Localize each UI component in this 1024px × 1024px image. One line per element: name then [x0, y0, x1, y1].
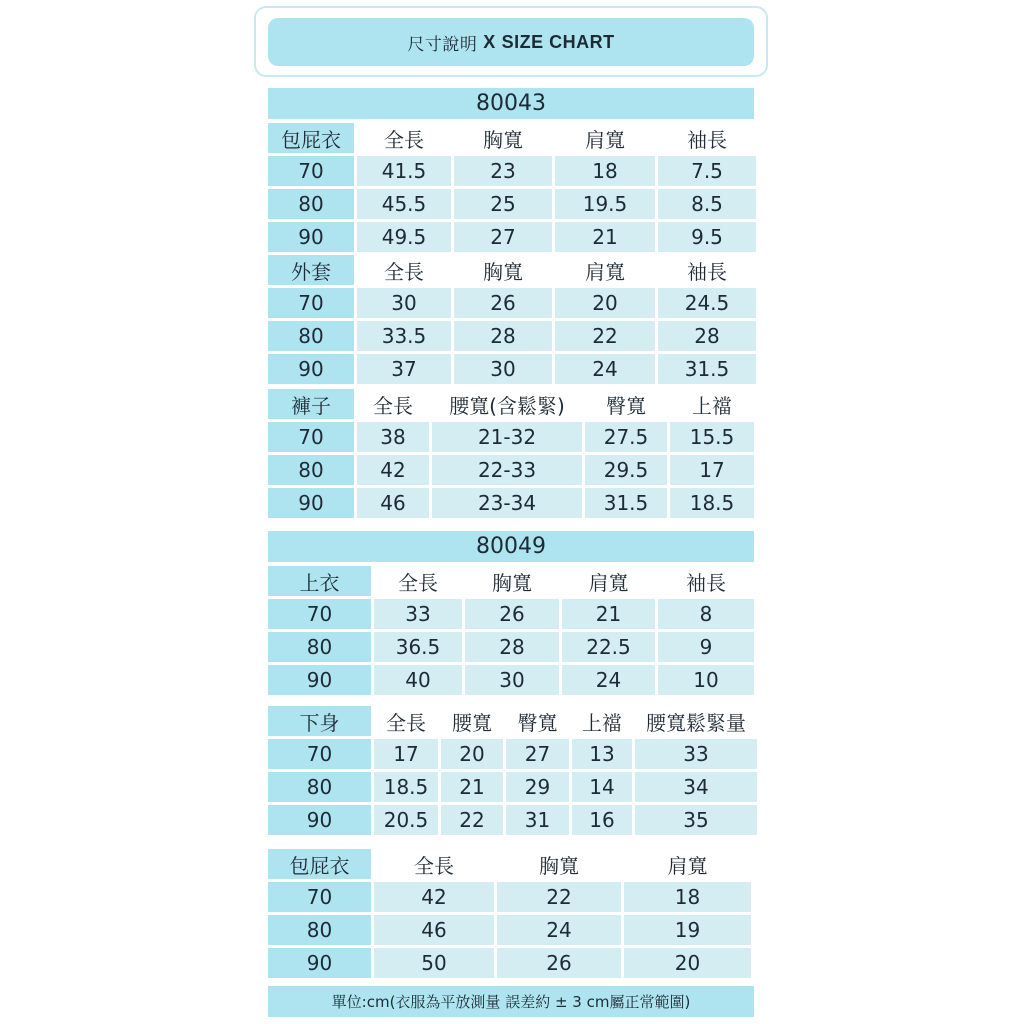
measurement-cell: 21 [441, 772, 503, 802]
measurement-cell: 26 [454, 288, 552, 318]
column-header: 全長 [357, 123, 451, 153]
size-label: 70 [268, 156, 354, 186]
measurement-cell: 36.5 [374, 632, 462, 662]
column-header: 胸寬 [465, 566, 559, 596]
measurement-cell: 33.5 [357, 321, 451, 351]
measurement-cell: 31 [506, 805, 569, 835]
measurement-cell: 24 [497, 915, 621, 945]
column-header: 肩寬 [555, 255, 655, 285]
size-label: 80 [268, 455, 354, 485]
measurement-cell: 46 [374, 915, 494, 945]
measurement-cell: 7.5 [658, 156, 756, 186]
column-header: 肩寬 [555, 123, 655, 153]
measurement-cell: 25 [454, 189, 552, 219]
column-header: 上襠 [572, 706, 632, 736]
measurement-cell: 30 [465, 665, 559, 695]
measurement-cell: 27.5 [585, 422, 667, 452]
size-table-80049-bodysuit [268, 849, 751, 978]
column-header: 袖長 [658, 123, 756, 153]
size-label: 70 [268, 422, 354, 452]
measurement-cell: 29 [506, 772, 569, 802]
measurement-cell: 26 [497, 948, 621, 978]
title-chinese: 尺寸說明 [407, 34, 478, 55]
size-label: 90 [268, 948, 371, 978]
size-label: 70 [268, 288, 354, 318]
measurement-cell: 21 [555, 222, 655, 252]
measurement-cell: 19.5 [555, 189, 655, 219]
size-label: 90 [268, 665, 371, 695]
size-label: 80 [268, 772, 371, 802]
size-table-pants [268, 389, 754, 518]
column-header: 全長 [374, 566, 462, 596]
size-label: 80 [268, 321, 354, 351]
measurement-cell: 24.5 [658, 288, 756, 318]
measurement-cell: 14 [572, 772, 632, 802]
measurement-cell: 17 [670, 455, 754, 485]
column-header: 臀寬 [506, 706, 569, 736]
measurement-cell: 18.5 [670, 488, 754, 518]
measurement-cell: 50 [374, 948, 494, 978]
column-header: 袖長 [658, 255, 756, 285]
size-table-80043 [268, 123, 756, 384]
measurement-cell: 24 [555, 354, 655, 384]
column-header: 全長 [357, 389, 429, 419]
measurement-cell: 17 [374, 739, 438, 769]
measurement-cell: 29.5 [585, 455, 667, 485]
measurement-cell: 37 [357, 354, 451, 384]
measurement-cell: 40 [374, 665, 462, 695]
measurement-cell: 31.5 [585, 488, 667, 518]
measurement-cell: 21-32 [432, 422, 582, 452]
measurement-cell: 8.5 [658, 189, 756, 219]
measurement-cell: 26 [465, 599, 559, 629]
measurement-cell: 49.5 [357, 222, 451, 252]
measurement-cell: 20 [555, 288, 655, 318]
column-header: 胸寬 [497, 849, 621, 879]
size-label: 70 [268, 599, 371, 629]
column-header: 袖長 [658, 566, 754, 596]
column-header: 肩寬 [624, 849, 751, 879]
size-label: 80 [268, 915, 371, 945]
measurement-cell: 22.5 [562, 632, 655, 662]
measurement-cell: 9.5 [658, 222, 756, 252]
product-code-80043: 80043 [268, 88, 754, 119]
measurement-cell: 13 [572, 739, 632, 769]
measurement-note: 單位:cm(衣服為平放測量 誤差約 ± 3 cm屬正常範圍) [268, 986, 754, 1017]
measurement-cell: 22-33 [432, 455, 582, 485]
measurement-cell: 30 [454, 354, 552, 384]
garment-type-label: 包屁衣 [268, 123, 354, 153]
measurement-cell: 27 [454, 222, 552, 252]
measurement-cell: 34 [635, 772, 757, 802]
measurement-cell: 23-34 [432, 488, 582, 518]
size-label: 80 [268, 632, 371, 662]
column-header: 胸寬 [454, 255, 552, 285]
product-code-80049: 80049 [268, 531, 754, 562]
column-header: 腰寬 [441, 706, 503, 736]
measurement-cell: 28 [658, 321, 756, 351]
measurement-cell: 30 [357, 288, 451, 318]
measurement-cell: 18.5 [374, 772, 438, 802]
title-english: SIZE CHART [501, 31, 615, 52]
size-table-80049-top [268, 566, 754, 695]
size-label: 70 [268, 882, 371, 912]
column-header: 胸寬 [454, 123, 552, 153]
size-label: 70 [268, 739, 371, 769]
measurement-cell: 41.5 [357, 156, 451, 186]
measurement-cell: 15.5 [670, 422, 754, 452]
measurement-cell: 20.5 [374, 805, 438, 835]
measurement-cell: 16 [572, 805, 632, 835]
measurement-cell: 23 [454, 156, 552, 186]
garment-type-label: 下身 [268, 706, 371, 736]
size-label: 80 [268, 189, 354, 219]
column-header: 全長 [374, 706, 438, 736]
column-header: 肩寬 [562, 566, 655, 596]
measurement-cell: 42 [357, 455, 429, 485]
measurement-cell: 42 [374, 882, 494, 912]
measurement-cell: 24 [562, 665, 655, 695]
garment-type-label: 上衣 [268, 566, 371, 596]
measurement-cell: 31.5 [658, 354, 756, 384]
measurement-cell: 20 [624, 948, 751, 978]
measurement-cell: 9 [658, 632, 754, 662]
measurement-cell: 22 [555, 321, 655, 351]
column-header: 全長 [357, 255, 451, 285]
measurement-cell: 46 [357, 488, 429, 518]
measurement-cell: 10 [658, 665, 754, 695]
measurement-cell: 22 [497, 882, 621, 912]
size-label: 90 [268, 488, 354, 518]
column-header: 腰寬(含鬆緊) [432, 389, 582, 419]
column-header: 臀寬 [585, 389, 667, 419]
measurement-cell: 8 [658, 599, 754, 629]
measurement-cell: 28 [465, 632, 559, 662]
size-label: 90 [268, 354, 354, 384]
column-header: 上襠 [670, 389, 754, 419]
title-x-mark: X [483, 31, 496, 52]
column-header: 全長 [374, 849, 494, 879]
measurement-cell: 45.5 [357, 189, 451, 219]
measurement-cell: 21 [562, 599, 655, 629]
measurement-cell: 38 [357, 422, 429, 452]
size-label: 90 [268, 805, 371, 835]
measurement-cell: 28 [454, 321, 552, 351]
measurement-cell: 27 [506, 739, 569, 769]
size-table-80049-bottom [268, 706, 757, 835]
size-label: 90 [268, 222, 354, 252]
measurement-cell: 18 [555, 156, 655, 186]
garment-type-label: 外套 [268, 255, 354, 285]
measurement-cell: 18 [624, 882, 751, 912]
measurement-cell: 22 [441, 805, 503, 835]
garment-type-label: 褲子 [268, 389, 354, 419]
garment-type-label: 包屁衣 [268, 849, 371, 879]
measurement-cell: 33 [635, 739, 757, 769]
measurement-cell: 35 [635, 805, 757, 835]
column-header: 腰寬鬆緊量 [635, 706, 757, 736]
size-chart-title [268, 18, 754, 66]
measurement-cell: 19 [624, 915, 751, 945]
measurement-cell: 33 [374, 599, 462, 629]
measurement-cell: 20 [441, 739, 503, 769]
